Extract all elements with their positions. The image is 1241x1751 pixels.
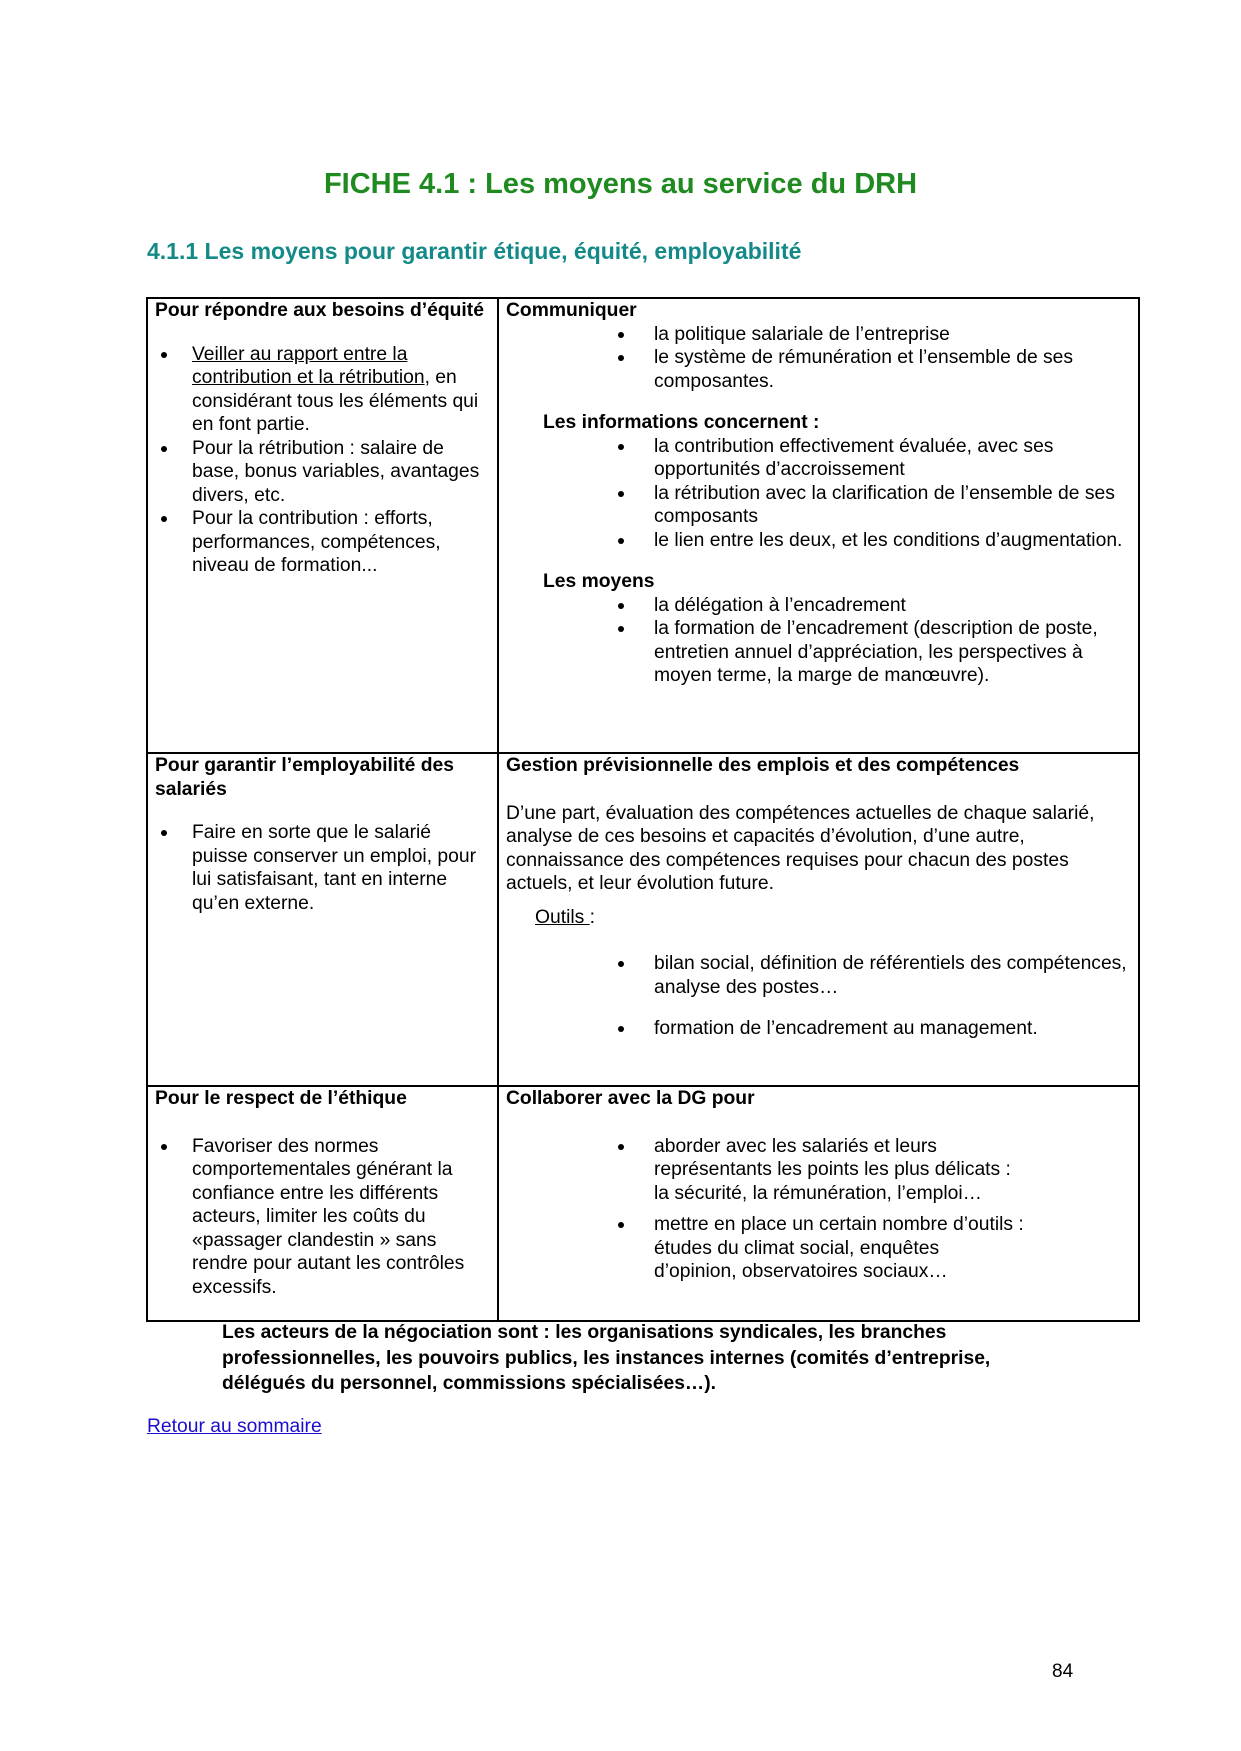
table-row	[147, 753, 1139, 1086]
list-item-line: études du climat social, enquêtes	[654, 1237, 940, 1259]
equity-bullet-text: Pour la contribution : efforts, performances, compétences, niveau de formation...	[192, 508, 441, 576]
list-item	[506, 617, 1130, 688]
dg-collaboration-bullets	[506, 1135, 1130, 1284]
dg-collaboration-heading: Collaborer avec la DG pour	[506, 1088, 755, 1109]
list-item	[155, 507, 489, 578]
bullet-icon	[618, 1222, 624, 1228]
outils-colon: :	[589, 906, 596, 928]
gpec-paragraph: D’une part, évaluation des compétences actuelles de chaque salarié, analyse de ces besoins et capacités d’évolution, d’une autre, connaissance des compétences requises pour chacun des postes actuels, et leur évolution future.	[506, 802, 1095, 894]
list-item-line: d’opinion, observatoires sociaux…	[654, 1261, 948, 1282]
list-item-line: aborder avec les salariés et leurs	[654, 1135, 937, 1157]
list-item	[506, 435, 1130, 482]
bullet-icon	[618, 355, 624, 361]
back-to-contents-link[interactable]: Retour au sommaire	[147, 1416, 322, 1437]
employability-bullets	[155, 821, 489, 915]
equity-cell	[147, 298, 498, 753]
communicate-bullets	[506, 323, 1130, 394]
outils-bullets	[506, 952, 1130, 1041]
informations-bullets	[506, 435, 1130, 553]
gpec-cell	[498, 753, 1139, 1086]
ethics-bullets	[155, 1135, 489, 1300]
bullet-icon	[161, 446, 167, 452]
list-item	[155, 1135, 489, 1300]
bullet-icon	[618, 961, 624, 967]
ethics-cell	[147, 1086, 498, 1321]
list-item-text: la formation de l’encadrement (description de poste, entretien annuel d’appréciation, les perspectives à moyen terme, la marge de manœuvre).	[654, 618, 1098, 686]
dg-collaboration-cell	[498, 1086, 1139, 1321]
bullet-icon	[161, 1144, 167, 1150]
list-item-text: le système de rémunération et l’ensemble de ses composantes.	[654, 347, 1074, 392]
list-item-text: Faire en sorte que le salarié puisse conserver un emploi, pour lui satisfaisant, tant en interne qu’en externe.	[192, 822, 477, 914]
list-item	[506, 323, 1130, 347]
list-item	[155, 437, 489, 508]
employability-cell	[147, 753, 498, 1086]
list-item	[506, 1135, 1130, 1206]
communicate-cell	[498, 298, 1139, 753]
ethics-heading: Pour le respect de l’éthique	[155, 1088, 407, 1109]
moyens-bullets	[506, 594, 1130, 688]
list-item	[506, 594, 1130, 618]
list-item-line: représentants les points les plus délicats :	[654, 1159, 1011, 1180]
gpec-heading: Gestion prévisionnelle des emplois et des compétences	[506, 755, 1020, 776]
table-row	[147, 1086, 1139, 1321]
equity-bullet-text: , en considérant tous les éléments qui en font partie.	[192, 367, 479, 435]
list-item-text: le lien entre les deux, et les conditions d’augmentation.	[654, 529, 1123, 551]
moyens-heading: Les moyens	[543, 571, 655, 592]
equity-bullets	[155, 343, 489, 578]
list-item	[506, 529, 1130, 553]
informations-heading: Les informations concernent :	[543, 412, 820, 433]
table-row	[147, 298, 1139, 753]
list-item-text: la politique salariale de l’entreprise	[654, 323, 950, 345]
list-item	[506, 952, 1130, 999]
bullet-icon	[161, 516, 167, 522]
bullet-icon	[618, 603, 624, 609]
bullet-icon	[618, 538, 624, 544]
list-item	[506, 482, 1130, 529]
page-number: 84	[1052, 1661, 1074, 1682]
bullet-icon	[618, 332, 624, 338]
bullet-icon	[161, 830, 167, 836]
means-table	[146, 297, 1140, 1322]
list-item-text: formation de l’encadrement au management.	[654, 1018, 1038, 1039]
list-item-line: la sécurité, la rémunération, l’emploi…	[654, 1182, 982, 1204]
communicate-heading: Communiquer	[506, 300, 637, 321]
negotiation-actors-note: Les acteurs de la négociation sont : les organisations syndicales, les branches professionnelles, les pouvoirs publics, les instances internes (comités d’entreprise, délégués du personnel, commissions spécialisées…).	[222, 1322, 991, 1394]
list-item	[506, 1213, 1130, 1284]
outils-underlined-label: Outils	[535, 906, 590, 928]
bullet-icon	[618, 1144, 624, 1150]
list-item	[506, 1017, 1130, 1041]
list-item-text: bilan social, définition de référentiels des compétences, analyse des postes…	[654, 953, 1127, 998]
bullet-icon	[618, 491, 624, 497]
employability-heading: Pour garantir l’employabilité des salariés	[155, 755, 454, 800]
bullet-icon	[618, 444, 624, 450]
equity-heading: Pour répondre aux besoins d’équité	[155, 300, 484, 321]
section-subtitle: 4.1.1 Les moyens pour garantir étique, équité, employabilité	[147, 238, 802, 264]
equity-bullet-text: Pour la rétribution : salaire de base, bonus variables, avantages divers, etc.	[192, 437, 480, 506]
list-item-text: la rétribution avec la clarification de l’ensemble de ses composants	[654, 482, 1115, 527]
bullet-icon	[161, 352, 167, 358]
page-title: FICHE 4.1 : Les moyens au service du DRH	[323, 168, 918, 200]
list-item-text: Favoriser des normes comportementales générant la confiance entre les différents acteurs, limiter les coûts du «passager clandestin » sans rendre pour autant les contrôles excessifs.	[192, 1135, 465, 1298]
outils-label	[506, 906, 1130, 930]
list-item	[155, 343, 489, 437]
bullet-icon	[618, 626, 624, 632]
list-item-text: la contribution effectivement évaluée, avec ses opportunités d’accroissement	[654, 435, 1054, 480]
list-item-line: mettre en place un certain nombre d’outils :	[654, 1214, 1024, 1235]
list-item-text: la délégation à l’encadrement	[654, 594, 906, 616]
equity-underlined-text: Veiller au rapport entre la contribution et la rétribution	[192, 343, 425, 388]
list-item	[155, 821, 489, 915]
list-item	[506, 346, 1130, 393]
bullet-icon	[618, 1026, 624, 1032]
